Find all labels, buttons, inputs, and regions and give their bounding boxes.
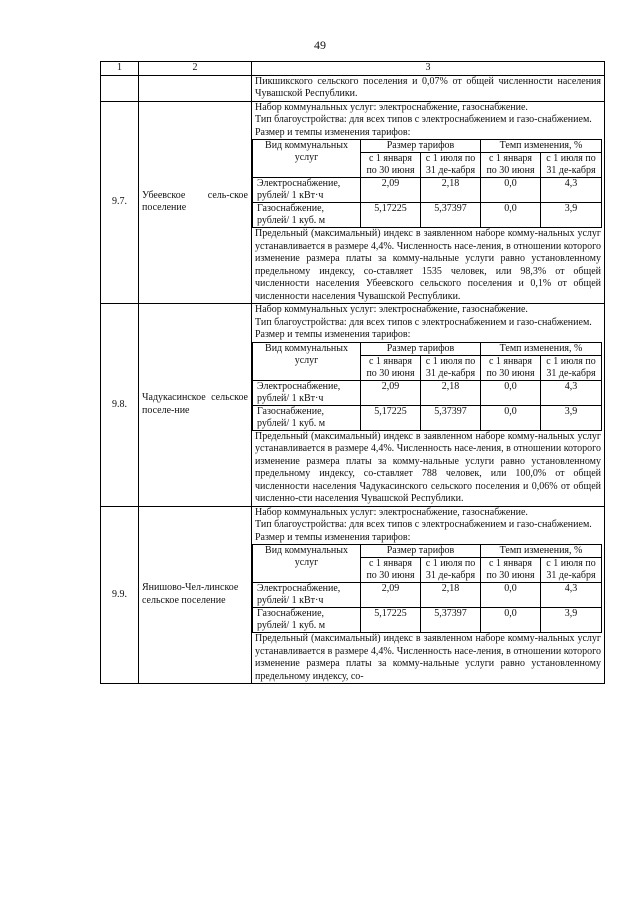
th-service: Вид коммунальных услуг xyxy=(253,342,361,380)
tariff-value-h2: 2,18 xyxy=(421,380,481,405)
tariff-value-h1: 5,17225 xyxy=(361,405,421,430)
rate-value-h2: 3,9 xyxy=(541,405,602,430)
rate-value-h2: 3,9 xyxy=(541,608,602,633)
th-period-2: с 1 июля по 31 де-кабря xyxy=(541,153,602,178)
tariff-value-h1: 2,09 xyxy=(361,178,421,203)
improvement-type: Тип благоустройства: для всех типов с электроснабжением и газо-снабжением. xyxy=(255,114,592,125)
rate-value-h2: 4,3 xyxy=(541,583,602,608)
continuation-text: Пикшикского сельского поселения и 0,07% от общей численности населения Чувашской Республики. xyxy=(252,75,605,101)
tariff-row xyxy=(253,203,602,228)
tariff-value-h2: 2,18 xyxy=(421,178,481,203)
tariff-head-row xyxy=(253,140,602,153)
th-period-1: с 1 января по 30 июня xyxy=(481,355,541,380)
tariff-head-row xyxy=(253,342,602,355)
th-size: Размер тарифов xyxy=(361,545,481,558)
tariff-row xyxy=(253,405,602,430)
service-set: Набор коммунальных услуг: электроснабжение, газоснабжение. xyxy=(255,101,528,113)
tariff-service: Электроснабжение, рублей/ 1 кВт·ч xyxy=(253,583,361,608)
section-row xyxy=(101,101,605,304)
th-period-1: с 1 января по 30 июня xyxy=(361,153,421,178)
rate-value-h2: 3,9 xyxy=(541,203,602,228)
th-period-2: с 1 июля по 31 де-кабря xyxy=(541,558,602,583)
rate-value-h1: 0,0 xyxy=(481,608,541,633)
th-period-2: с 1 июля по 31 де-кабря xyxy=(421,355,481,380)
tariff-row xyxy=(253,178,602,203)
header-col-3: 3 xyxy=(252,62,605,76)
tariff-row xyxy=(253,608,602,633)
rate-value-h2: 4,3 xyxy=(541,380,602,405)
tariff-value-h2: 2,18 xyxy=(421,583,481,608)
section-content xyxy=(252,304,605,507)
tariffs-label: Размер и темпы изменения тарифов: xyxy=(255,329,411,340)
sections xyxy=(101,101,605,684)
rate-value-h1: 0,0 xyxy=(481,178,541,203)
index-text: Предельный (максимальный) индекс в заявленном наборе комму-нальных услуг устанавливается в размере 4,4%. Численность насе-ления, в отношении которого изменение размера платы за комму-нальные услуги равно установленному предельному индексу, со-ставляет 788 человек, или 100,0% от общей численности населения Чадукасинского сельского поселения и 0,06% от общей численно-сти населения Чувашской Республики. xyxy=(255,430,601,504)
section-name: Убеевское сель-ское поселение xyxy=(139,101,252,304)
header-row xyxy=(101,62,605,76)
th-period-2: с 1 июля по 31 де-кабря xyxy=(421,153,481,178)
tariffs-label: Размер и темпы изменения тарифов: xyxy=(255,126,411,138)
th-size: Размер тарифов xyxy=(361,140,481,153)
section-name: Чадукасинское сельское поселе-ние xyxy=(139,304,252,507)
th-service: Вид коммунальных услуг xyxy=(253,545,361,583)
th-period-1: с 1 января по 30 июня xyxy=(361,355,421,380)
rate-value-h1: 0,0 xyxy=(481,583,541,608)
th-rate: Темп изменения, % xyxy=(481,545,602,558)
tariff-table xyxy=(252,139,602,228)
th-rate: Темп изменения, % xyxy=(481,342,602,355)
main-table xyxy=(100,61,605,684)
section-content xyxy=(252,101,605,304)
th-period-1: с 1 января по 30 июня xyxy=(361,558,421,583)
page-number: 49 xyxy=(314,38,326,52)
section-number: 9.9. xyxy=(101,506,139,684)
tariff-head-row xyxy=(253,545,602,558)
index-text: Предельный (максимальный) индекс в заявленном наборе комму-нальных услуг устанавливается в размере 4,4%. Численность насе-ления, в отношении которого изменение размера платы за комму-нальные услуги равно установленному предельному индексу, со-ставляет 1535 человек, или 98,3% от общей численности населения Убеевского сельского поселения и 0,1% от общей численности населения Чувашской Республики. xyxy=(255,228,601,302)
th-period-2: с 1 июля по 31 де-кабря xyxy=(541,355,602,380)
tariff-value-h1: 2,09 xyxy=(361,583,421,608)
th-period-2: с 1 июля по 31 де-кабря xyxy=(421,558,481,583)
section-row xyxy=(101,506,605,684)
continuation-row xyxy=(101,75,605,101)
th-period-1: с 1 января по 30 июня xyxy=(481,558,541,583)
th-service: Вид коммунальных услуг xyxy=(253,140,361,178)
header-col-1: 1 xyxy=(101,62,139,76)
tariff-value-h1: 5,17225 xyxy=(361,608,421,633)
index-text: Предельный (максимальный) индекс в заявленном наборе комму-нальных услуг устанавливается в размере 4,4%. Численность насе-ления, в отношении которого изменение размера платы за комму-нальные услуги равно установленному предельному индексу, со- xyxy=(255,633,601,682)
improvement-type: Тип благоустройства: для всех типов с электроснабжением и газо-снабжением. xyxy=(255,519,592,530)
section-row xyxy=(101,304,605,507)
rate-value-h2: 4,3 xyxy=(541,178,602,203)
tariff-row xyxy=(253,583,602,608)
rate-value-h1: 0,0 xyxy=(481,405,541,430)
th-size: Размер тарифов xyxy=(361,342,481,355)
tariff-row xyxy=(253,380,602,405)
tariff-service: Газоснабжение, рублей/ 1 куб. м xyxy=(253,203,361,228)
rate-value-h1: 0,0 xyxy=(481,380,541,405)
improvement-type: Тип благоустройства: для всех типов с электроснабжением и газо-снабжением. xyxy=(255,316,592,328)
th-rate: Темп изменения, % xyxy=(481,140,602,153)
section-number: 9.8. xyxy=(101,304,139,507)
tariff-table xyxy=(252,342,602,431)
service-set: Набор коммунальных услуг: электроснабжение, газоснабжение. xyxy=(255,304,528,315)
section-content xyxy=(252,506,605,684)
tariff-value-h2: 5,37397 xyxy=(421,405,481,430)
tariff-table xyxy=(252,544,602,633)
rate-value-h1: 0,0 xyxy=(481,203,541,228)
th-period-1: с 1 января по 30 июня xyxy=(481,153,541,178)
tariff-value-h1: 2,09 xyxy=(361,380,421,405)
tariff-value-h1: 5,17225 xyxy=(361,203,421,228)
service-set: Набор коммунальных услуг: электроснабжение, газоснабжение. xyxy=(255,506,528,518)
tariff-service: Газоснабжение, рублей/ 1 куб. м xyxy=(253,608,361,633)
header-col-2: 2 xyxy=(139,62,252,76)
tariff-service: Электроснабжение, рублей/ 1 кВт·ч xyxy=(253,178,361,203)
tariff-value-h2: 5,37397 xyxy=(421,608,481,633)
tariff-service: Электроснабжение, рублей/ 1 кВт·ч xyxy=(253,380,361,405)
tariff-service: Газоснабжение, рублей/ 1 куб. м xyxy=(253,405,361,430)
tariffs-label: Размер и темпы изменения тарифов: xyxy=(255,531,411,543)
section-number: 9.7. xyxy=(101,101,139,304)
tariff-value-h2: 5,37397 xyxy=(421,203,481,228)
section-name: Янишово-Чел-линское сельское поселение xyxy=(139,506,252,684)
